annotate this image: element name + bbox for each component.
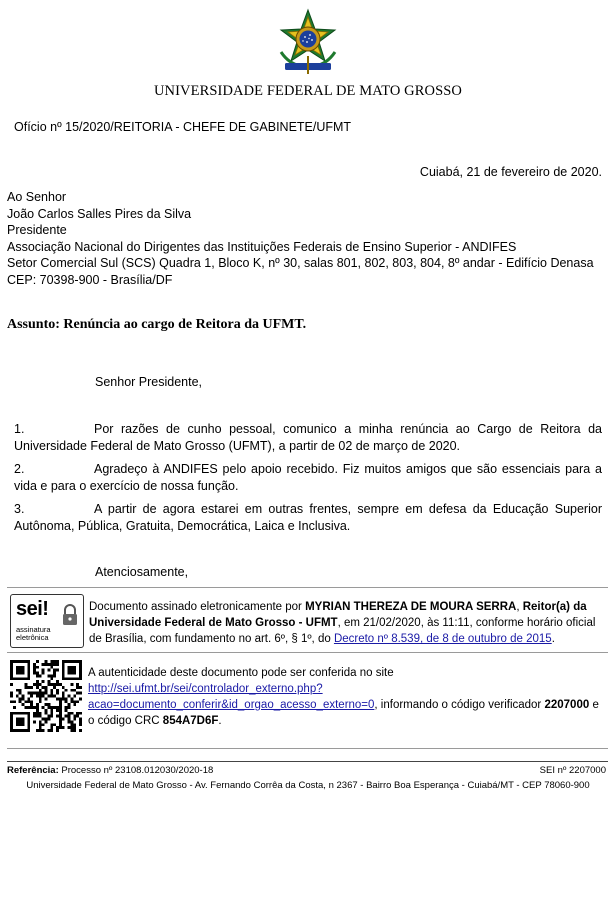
authenticity-text: e o código CRC [88,699,599,727]
subject-line: Assunto: Renúncia ao cargo de Reitora da UFMT. [7,317,307,332]
divider [7,652,608,653]
paragraph-text: A partir de agora estarei em outras frentes, sempre em defesa da Educação Superior Autônoma, Pública, Gratuita, Democrática, Laica e Inclusiva. [14,502,602,533]
university-title: UNIVERSIDADE FEDERAL DE MATO GROSSO [153,83,462,99]
oficio-number: Ofício nº 15/2020/REITORIA - CHEFE DE GABINETE/UFMT [14,120,352,134]
recipient-greeting: Ao Senhor [7,190,67,204]
brasao-da-republica-icon [275,8,341,76]
closing: Atenciosamente, [95,565,189,579]
recipient-name: João Carlos Salles Pires da Silva [7,206,192,221]
divider [7,587,608,588]
signer-role: Reitor(a) da Universidade Federal de Mato Grosso - UFMT [89,601,587,629]
signature-text: , em 21/02/2020, às 11:11, conforme horário oficial de Brasília, com fundamento no art. 6º, § 1º, do [89,617,596,645]
verifier-code: 2207000 [544,699,590,711]
reference-label: Referência: [7,765,59,776]
recipient-organization: Associação Nacional do Dirigentes das Instituições Federais de Ensino Superior - ANDIFES [7,239,517,254]
signature-statement [89,599,605,647]
signature-text: . [551,633,555,645]
verification-url-line1[interactable]: http://sei.ufmt.br/sei/controlador_externo.php? [88,683,323,695]
sei-logo: sei! [16,598,49,620]
paragraph-number: 2. [14,462,25,476]
footer-address: Universidade Federal de Mato Grosso - Av. Fernando Corrêa da Costa, n 2367 - Bairro Boa Esperança - Cuiabá/MT - CEP 78060-900 [26,780,590,791]
sei-signature-seal [10,594,84,648]
qr-code-icon [10,660,82,732]
authenticity-text: . [218,715,222,727]
authenticity-statement [88,665,606,729]
recipient-cep: CEP: 70398-900 - Brasília/DF [7,272,173,287]
signature-text: Documento assinado eletronicamente por [89,601,306,613]
recipient-title: Presidente [7,223,67,237]
paragraph-number: 1. [14,422,25,436]
paragraph-3 [14,501,602,535]
padlock-icon [61,603,79,627]
recipient-address: Setor Comercial Sul (SCS) Quadra 1, Bloco K, nº 30, salas 801, 802, 803, 804, 8º andar - Edifício Denasa [7,256,594,270]
decree-link[interactable]: Decreto nº 8.539, de 8 de outubro de 2015 [333,633,552,645]
seal-text-assinatura: assinatura [16,625,51,634]
seal-text-eletronica: eletrônica [16,633,49,642]
paragraph-number: 3. [14,502,25,516]
footer-reference [7,765,213,776]
authenticity-text: , informando o código verificador [374,699,545,711]
paragraph-text: Agradeço à ANDIFES pelo apoio recebido. Fiz muitos amigos que são essenciais para a vida e para o exercício de nossa função. [14,462,602,493]
signer-name: MYRIAN THEREZA DE MOURA SERRA [305,601,517,613]
footer-sei-number: SEI nº 2207000 [539,765,606,776]
reference-value: Processo nº 23108.012030/2020-18 [58,765,214,776]
authenticity-text: A autenticidade deste documento pode ser conferida no site [88,667,394,679]
recipient-block [7,189,594,288]
paragraph-1 [14,421,602,455]
document-date: Cuiabá, 21 de fevereiro de 2020. [419,165,602,179]
divider [7,748,608,749]
signature-text: , [516,601,523,613]
paragraph-text: Por razões de cunho pessoal, comunico a minha renúncia ao Cargo de Reitora da Universidade Federal de Mato Grosso (UFMT), a partir de 02 de março de 2020. [14,422,602,453]
crc-code: 854A7D6F [162,715,219,727]
paragraph-2 [14,461,602,495]
footer-divider [7,761,608,762]
verification-url-line2[interactable]: acao=documento_conferir&id_orgao_acesso_externo=0 [88,699,375,711]
salutation: Senhor Presidente, [95,375,203,389]
